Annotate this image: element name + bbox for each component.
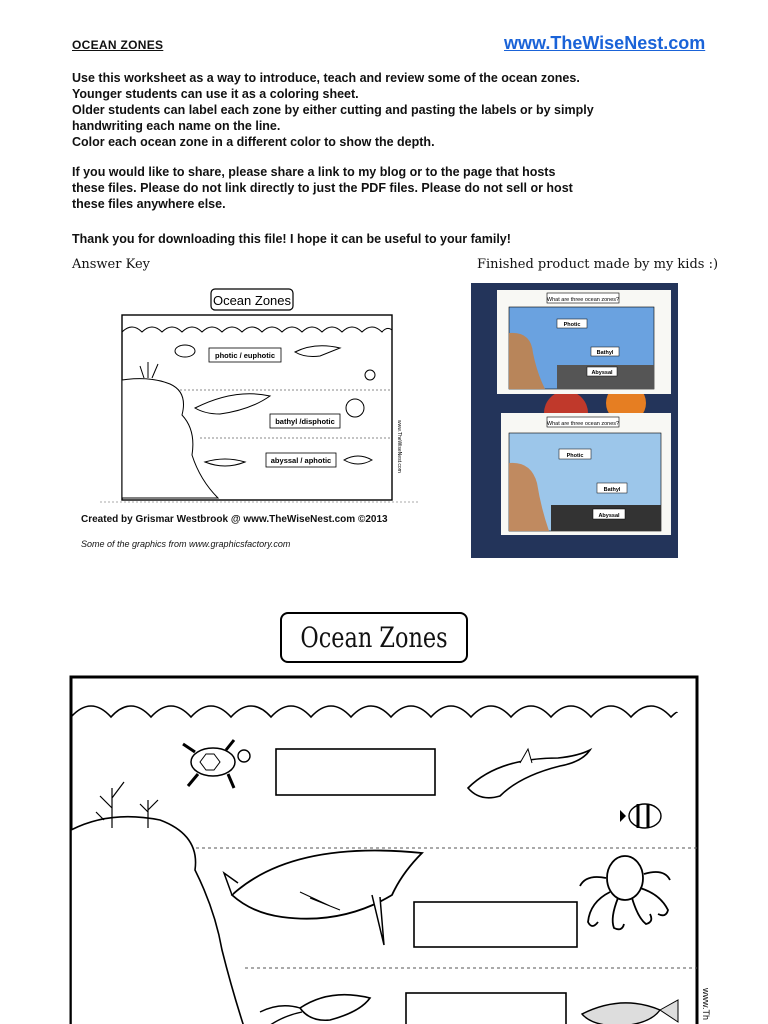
intro-line: If you would like to share, please share a link to my blog or to the page that hosts: [72, 165, 556, 179]
zone-label-bathyl: bathyl /disphotic: [275, 417, 335, 426]
intro-paragraph-1: [72, 70, 632, 150]
answer-key-side-text: www.TheWiseNest.com: [396, 420, 402, 473]
answer-key-label: Answer Key: [72, 257, 150, 272]
intro-paragraph-2: [72, 164, 632, 212]
worksheet-side-text: www.Th: [701, 988, 711, 1021]
intro-line: these files. Please do not link directly to just the PDF files. Please do not sell or host: [72, 181, 573, 195]
finished-product-label: Finished product made by my kids :): [477, 257, 719, 272]
zone-label-abyssal: abyssal / aphotic: [270, 456, 332, 465]
worksheet-title: Ocean Zones: [300, 621, 448, 654]
finished-product-photo: [471, 283, 678, 558]
photo-drawing: [471, 283, 678, 558]
intro-line: Color each ocean zone in a different color to show the depth.: [72, 135, 435, 149]
sheet-label: Abyssal: [591, 370, 613, 376]
sheet-label: Bathyl: [603, 487, 621, 493]
fish-icon: [365, 370, 375, 380]
intro-line: Use this worksheet as a way to introduce, teach and review some of the ocean zones.: [72, 71, 580, 85]
intro-line: Older students can label each zone by either cutting and pasting the labels or by simply: [72, 103, 594, 117]
zone-label-photic: photic / euphotic: [215, 351, 275, 360]
site-link[interactable]: www.TheWiseNest.com: [504, 33, 706, 53]
octopus-icon: [346, 399, 364, 417]
graphics-credit: Some of the graphics from www.graphicsfactory.com: [81, 539, 291, 549]
intro-paragraph-3: [72, 231, 632, 247]
sheet-label: Photic: [566, 453, 584, 459]
turtle-icon: [175, 345, 195, 357]
zone-answer-box[interactable]: [406, 993, 566, 1024]
sheet-label: Photic: [563, 322, 581, 328]
worksheet-figure: [0, 670, 768, 1024]
intro-line: handwriting each name on the line.: [72, 119, 281, 133]
answer-key-figure: [100, 280, 420, 506]
sheet-label: Bathyl: [596, 350, 614, 356]
zone-answer-box[interactable]: [414, 902, 577, 947]
creator-credit: Created by Grismar Westbrook @ www.TheWiseNest.com ©2013: [81, 514, 388, 525]
sheet-question: What are three ocean zones?: [546, 421, 620, 427]
answer-key-title: Ocean Zones: [212, 293, 292, 308]
intro-line: these files anywhere else.: [72, 197, 226, 211]
intro-line: Younger students can use it as a coloring sheet.: [72, 87, 359, 101]
zone-answer-box[interactable]: [276, 749, 435, 795]
intro-line: Thank you for downloading this file! I hope it can be useful to your family!: [72, 232, 511, 246]
document-title: OCEAN ZONES: [72, 38, 164, 52]
sheet-question: What are three ocean zones?: [546, 297, 620, 303]
sheet-label: Abyssal: [598, 513, 620, 519]
